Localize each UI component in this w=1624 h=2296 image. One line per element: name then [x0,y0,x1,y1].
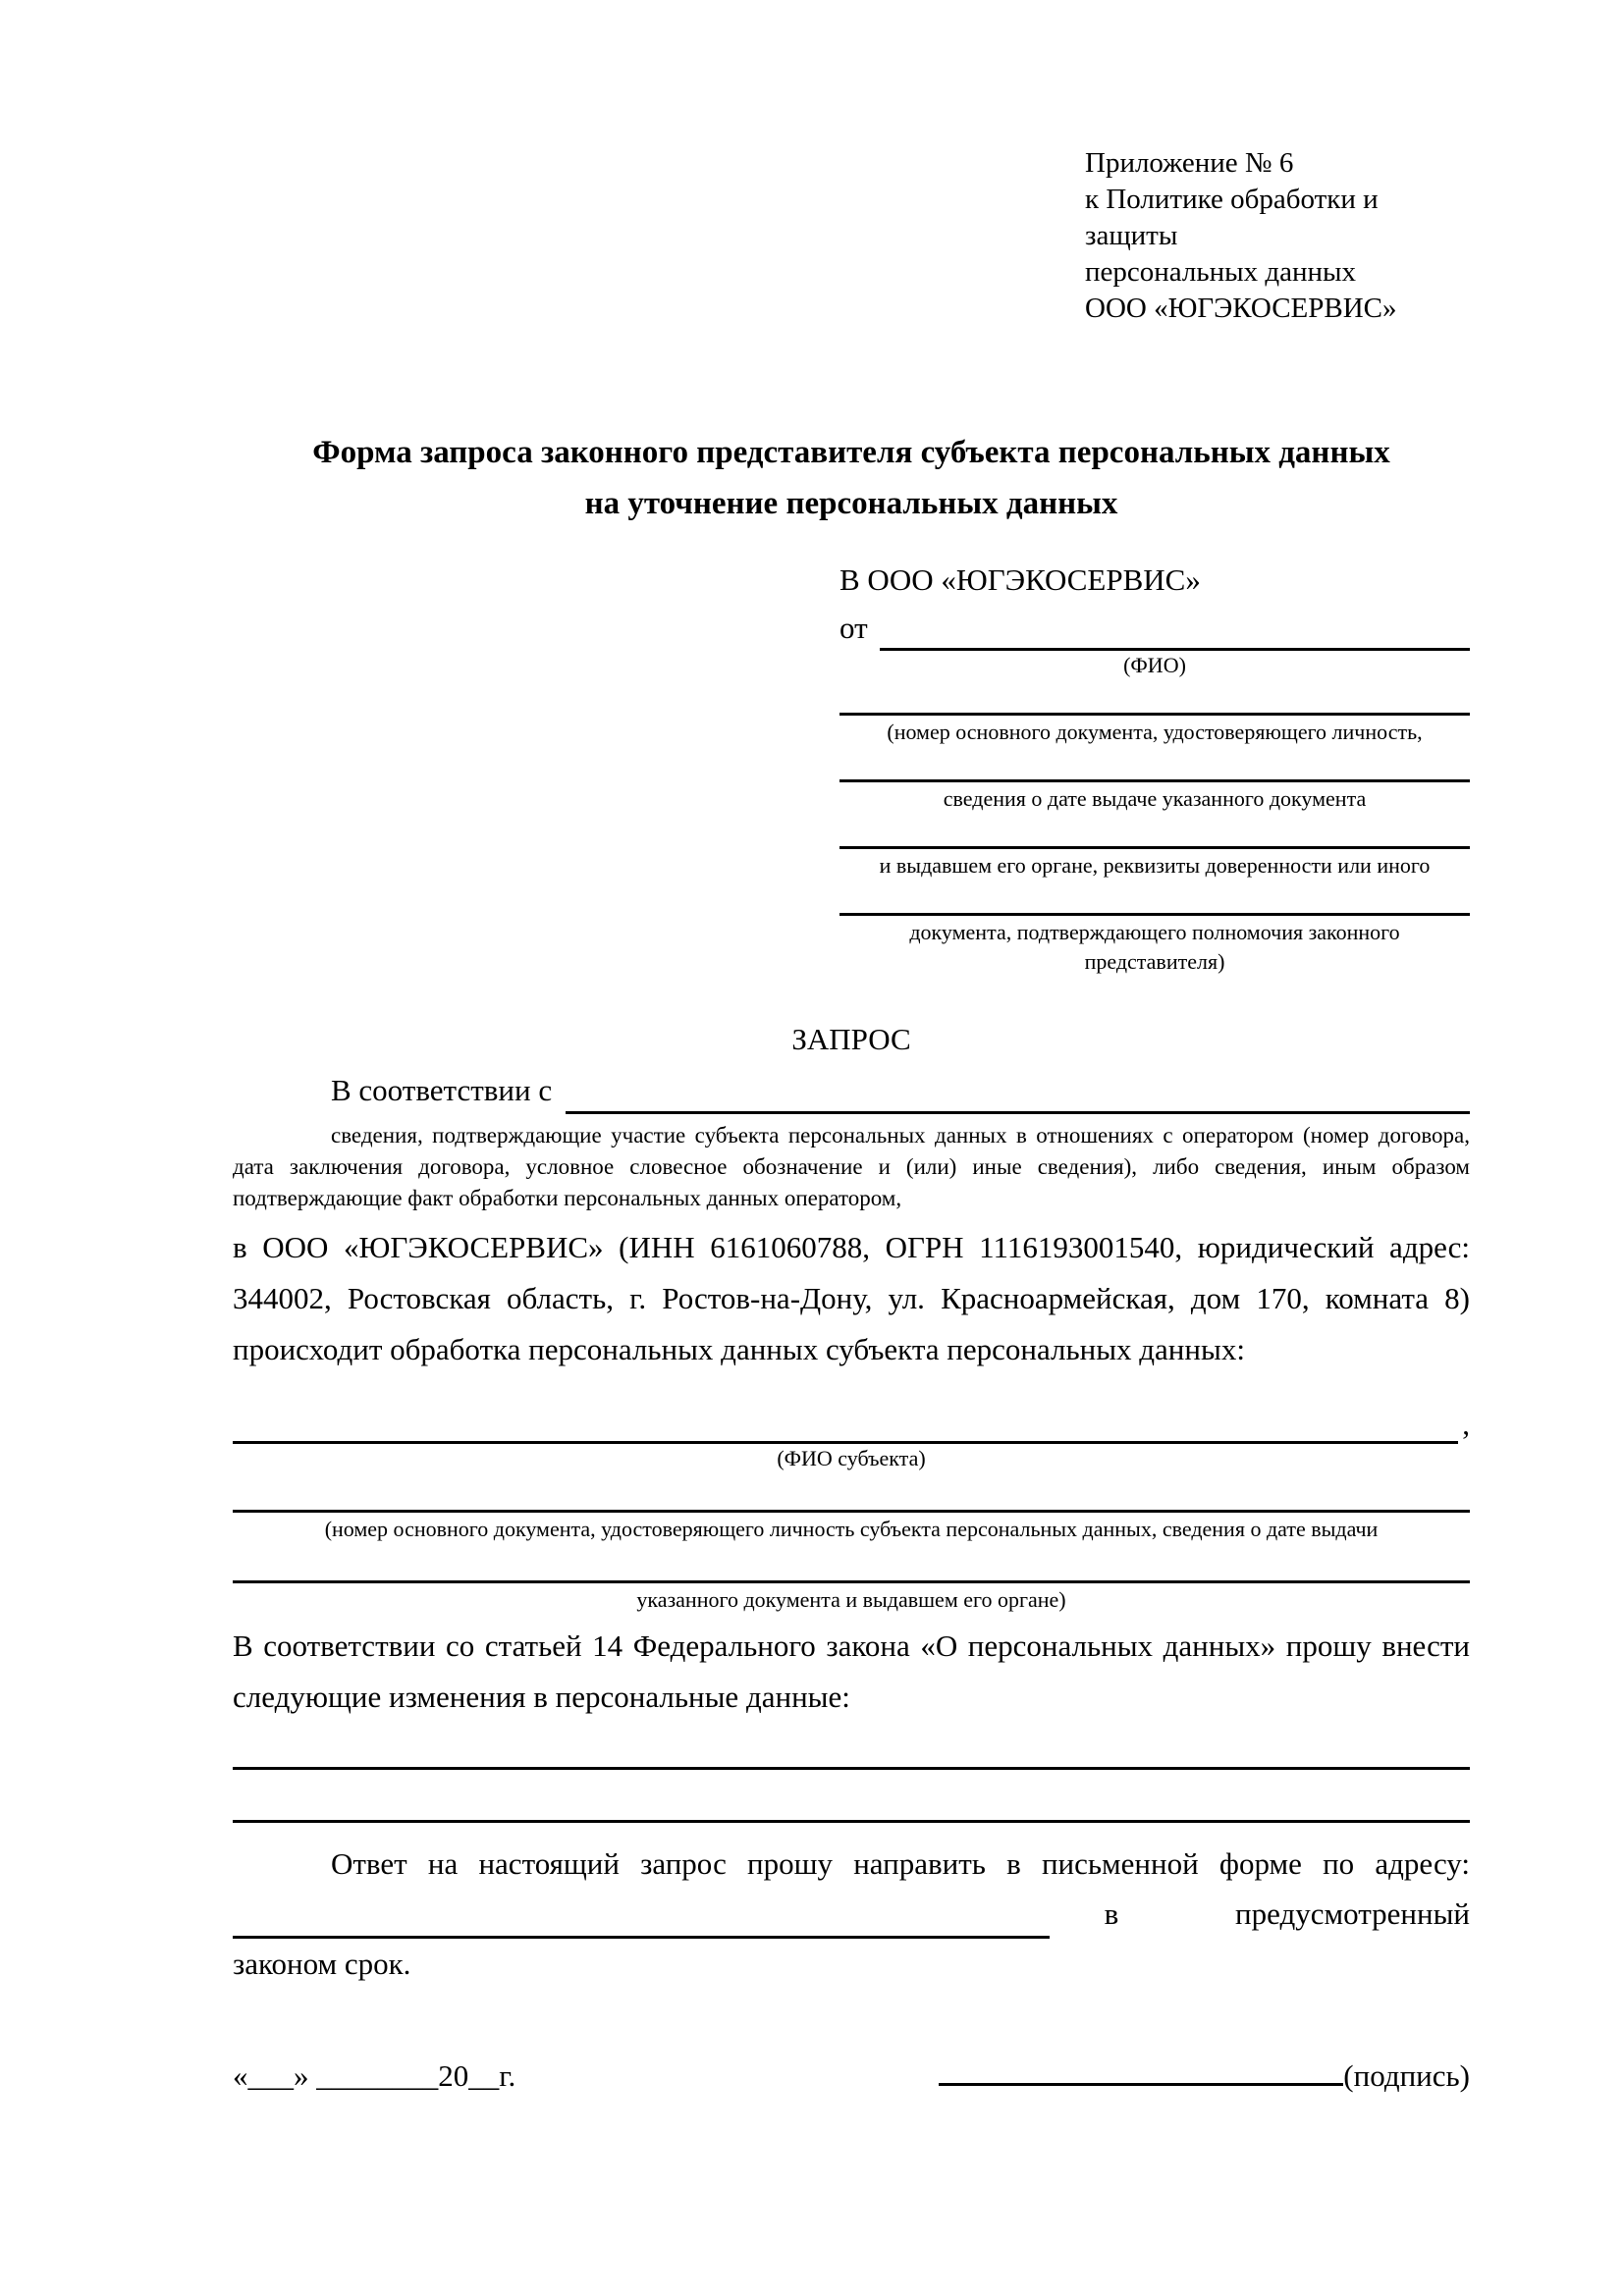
request-heading: ЗАПРОС [791,1022,911,1056]
appendix-header [1085,145,1470,327]
comma-mark: , [1462,1407,1470,1441]
appendix-line: ООО «ЮГЭКОСЕРВИС» [1085,293,1397,324]
signature-block [939,2051,1470,2102]
blank-line-doc-issuer [839,814,1470,849]
from-label: от [839,611,868,645]
addressee-block [839,555,1470,977]
title-line-1: Форма запроса законного представителя субъекта персональных данных [312,435,1390,470]
answer-word-v: в [1104,1896,1119,1931]
caption-subject-fio: (ФИО субъекта) [777,1446,926,1470]
subject-fio-row [233,1397,1470,1444]
lead-label: В соответствии с [331,1073,553,1107]
addressee-to: В ООО «ЮГЭКОСЕРВИС» [839,562,1201,597]
blank-line-representative-fio [880,610,1470,651]
blank-line-subject-doc [233,1473,1470,1513]
blank-line-answer-address [233,1897,1050,1939]
blank-line-changes-2 [233,1770,1470,1823]
caption-subject-doc-2: указанного документа и выдавшем его органе) [636,1587,1066,1612]
footer-row [233,2051,1470,2102]
subject-doc-line-group [233,1473,1470,1544]
caption-subject-doc-1: (номер основного документа, удостоверяющего личность субъекта персональных данных, сведения о дате выдачи [324,1517,1379,1541]
caption-doc-issuer: и выдавшем его органе, реквизиты доверенности или иного [879,853,1431,878]
date-line: «___» ________20__г. [233,2058,516,2093]
blank-line-subject-doc-issuer [233,1544,1470,1583]
caption-authority-doc: документа, подтверждающего полномочия законного представителя) [909,920,1400,974]
blank-line-basis [566,1073,1470,1114]
from-row [839,606,1470,651]
document-title [233,427,1470,529]
appendix-line: к Политике обработки и защиты [1085,184,1379,251]
lead-row [233,1067,1470,1114]
blank-line-doc-number [839,680,1470,716]
addressee-line-group [839,747,1470,814]
answer-tail-line: законом срок. [233,1947,411,1981]
caption-doc-issue-date: сведения о дате выдаче указанного документа [943,786,1367,811]
addressee-line-group [839,814,1470,881]
basis-footnote: сведения, подтверждающие участие субъекта персональных данных в отношениях с оператором (номер договора, дата заключения договора, условное словесное обозначение и (или) иные сведения), либо сведения, иным образом подтверждающие факт обработки персональных данных оператором, [233,1123,1470,1210]
title-line-2: на уточнение персональных данных [584,486,1118,521]
addressee-line-group [839,680,1470,747]
addressee-line-group [839,881,1470,977]
appendix-line: персональных данных [1085,256,1357,288]
blank-line-subject-fio [233,1403,1458,1444]
signature-caption: (подпись) [1343,2058,1470,2093]
answer-paragraph: Ответ на настоящий запрос прошу направить в письменной форме по адресу: [331,1846,1470,1881]
blank-line-authority-doc [839,881,1470,916]
blank-line-changes-1 [233,1723,1470,1770]
blank-line-doc-issue-date [839,747,1470,782]
operator-paragraph: в ООО «ЮГЭКОСЕРВИС» (ИНН 6161060788, ОГРН 1116193001540, юридический адрес: 344002, Ростовская область, г. Ростов-на-Дону, ул. Красноармейская, дом 170, комната 8) происходит обработка персональных данных субъекта персональных данных: [233,1230,1470,1366]
answer-address-row [233,1890,1470,1939]
caption-doc-number: (номер основного документа, удостоверяющего личность, [887,720,1423,744]
law-paragraph: В соответствии со статьей 14 Федерального закона «О персональных данных» прошу внести следующие изменения в персональные данные: [233,1629,1470,1714]
answer-word-predusmotrenny: предусмотренный [1235,1896,1470,1931]
blank-line-signature [939,2051,1343,2086]
subject-doc-line-group [233,1544,1470,1615]
caption-fio: (ФИО) [1123,653,1186,677]
appendix-line: Приложение № 6 [1085,147,1294,179]
